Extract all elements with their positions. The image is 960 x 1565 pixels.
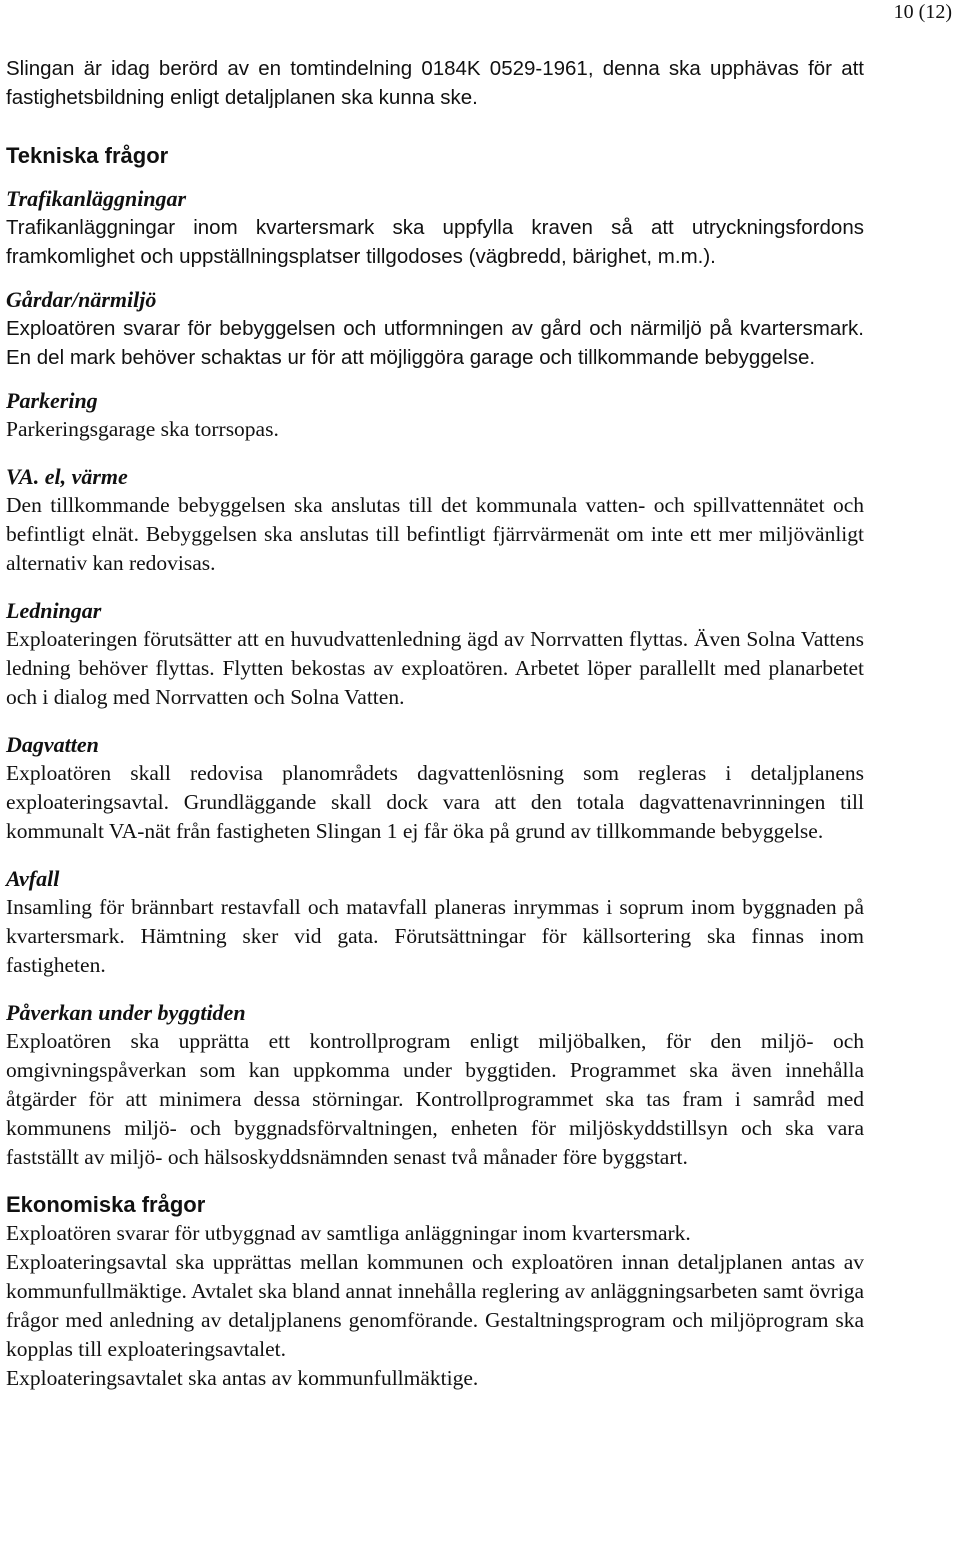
- paragraph-dagvatten: Exploatören skall redovisa planområdets dagvattenlösning som regleras i detaljplanens exploateringsavtal. Grundläggande skall dock vara att den totala dagvattenavrinningen till kommunalt VA-nät från fastigheten Slingan 1 ej får öka på grund av tillkommande bebyggelse.: [6, 761, 864, 843]
- heading-ekonomiska-fragor: Ekonomiska frågor: [6, 1192, 206, 1217]
- paragraph-trafikanlaggningar: Trafikanläggningar inom kvartersmark ska uppfylla kraven så att utryckningsfordons framkomlighet och uppställningsplatser tillgodoses (vägbredd, bärighet, m.m.).: [6, 216, 864, 268]
- paragraph-ledningar: Exploateringen förutsätter att en huvudvattenledning ägd av Norrvatten flyttas. Även Solna Vattens ledning behöver flyttas. Flytten bekostas av exploatören. Arbetet löper parallellt med planarbetet och i dialog med Norrvatten och Solna Vatten.: [6, 627, 864, 709]
- intro-paragraph: Slingan är idag berörd av en tomtindelning 0184K 0529-1961, denna ska upphävas för att fastighetsbildning enligt detaljplanen ska kunna ske.: [6, 57, 864, 109]
- subheading-gardar-narmiljo: Gårdar/närmiljö: [6, 287, 157, 312]
- subheading-trafikanlaggningar: Trafikanläggningar: [6, 186, 187, 211]
- paragraph-ekonomiska-1: Exploatören svarar för utbyggnad av samtliga anläggningar inom kvartersmark.: [6, 1221, 691, 1245]
- subheading-ledningar: Ledningar: [6, 598, 102, 623]
- paragraph-gardar-narmiljo: Exploatören svarar för bebyggelsen och utformningen av gård och närmiljö på kvartersmark. En del mark behöver schaktas ur för att möjliggöra garage och tillkommande bebyggelse.: [6, 317, 864, 369]
- paragraph-ekonomiska-2: Exploateringsavtal ska upprättas mellan kommunen och exploatören innan detaljplanen antas av kommunfullmäktige. Avtalet ska bland annat innehålla reglering av anläggningsarbeten samt övriga frågor med anledning av detaljplanens genomförande. Gestaltningsprogram och miljöprogram ska kopplas till exploateringsavtalet.: [6, 1250, 864, 1361]
- paragraph-va-el-varme: Den tillkommande bebyggelsen ska anslutas till det kommunala vatten- och spillvattennätet och befintligt elnät. Bebyggelsen ska anslutas till befintligt fjärrvärmenät om inte ett mer miljövänligt alternativ kan redovisas.: [6, 493, 864, 575]
- paragraph-avfall: Insamling för brännbart restavfall och matavfall planeras inrymmas i soprum inom byggnaden på kvartersmark. Hämtning sker vid gata. Förutsättningar för källsortering ska finnas inom fastigheten.: [6, 895, 864, 977]
- heading-tekniska-fragor: Tekniska frågor: [6, 143, 169, 168]
- page-number: 10 (12): [893, 1, 952, 23]
- paragraph-paverkan-under-byggtiden: Exploatören ska upprätta ett kontrollprogram enligt miljöbalken, för den miljö- och omgivningspåverkan som kan uppkomma under byggtiden. Programmet ska även innehålla åtgärder för att minimera dessa störningar. Kontrollprogrammet ska tas fram i samråd med kommunens miljö- och byggnadsförvaltningen, enheten för miljöskyddstillsyn och ska vara fastställt av miljö- och hälsoskyddsnämnden senast två månader före byggstart.: [6, 1029, 864, 1169]
- subheading-avfall: Avfall: [6, 866, 60, 891]
- paragraph-ekonomiska-3: Exploateringsavtalet ska antas av kommunfullmäktige.: [6, 1366, 479, 1390]
- subheading-parkering: Parkering: [6, 388, 98, 413]
- subheading-paverkan-under-byggtiden: Påverkan under byggtiden: [6, 1000, 246, 1025]
- paragraph-parkering: Parkeringsgarage ska torrsopas.: [6, 417, 279, 441]
- subheading-dagvatten: Dagvatten: [6, 732, 99, 757]
- document-body: [6, 54, 864, 1393]
- subheading-va-el-varme: VA. el, värme: [6, 464, 128, 489]
